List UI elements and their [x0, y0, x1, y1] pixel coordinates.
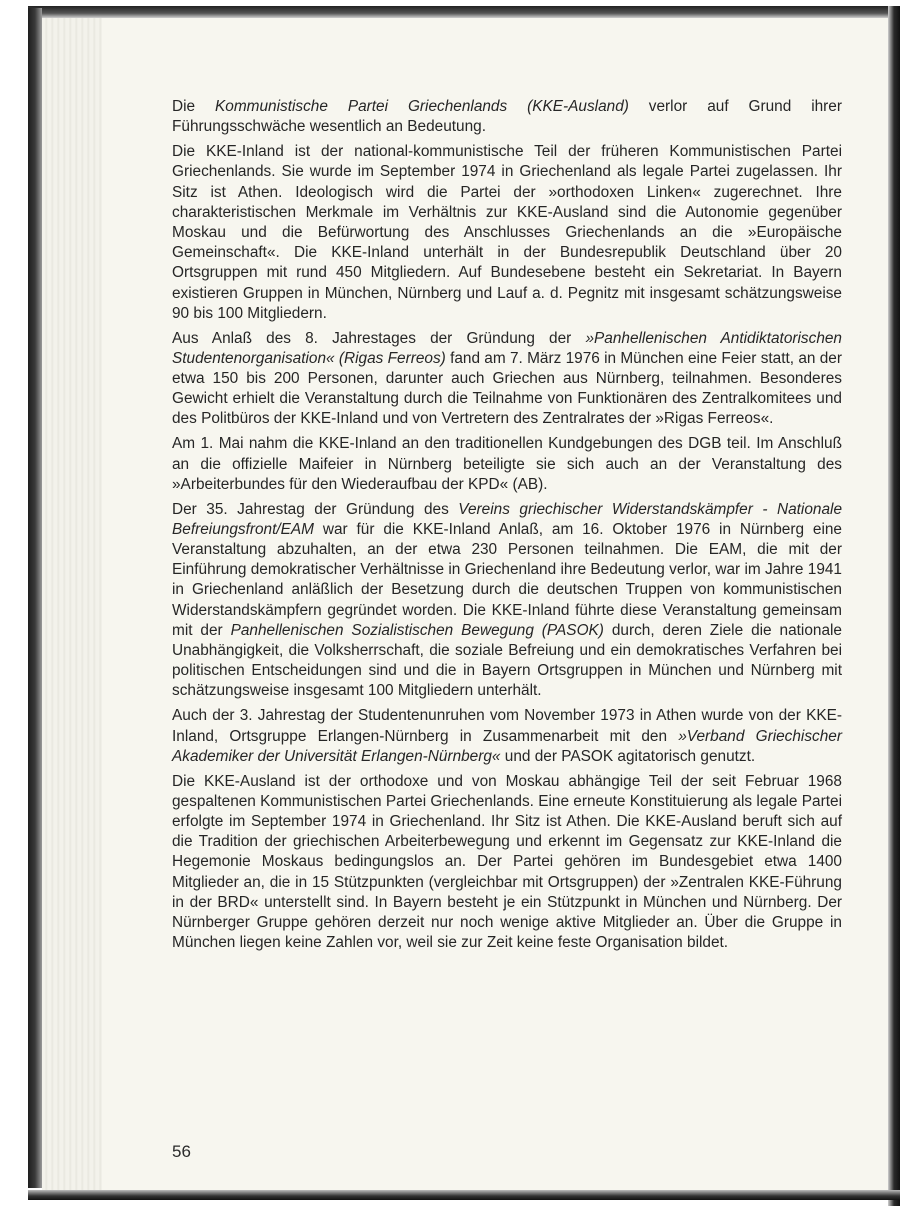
italic-name: Vereins griechischer Widerstandskämpfer - Nationale Befreiungsfront/EAM	[172, 500, 842, 538]
scan-edge-right	[888, 6, 900, 1206]
text-run: fand am 7. März 1976 in München eine Feier statt, an der etwa 150 bis 200 Personen, darunter auch Griechen aus Nürnberg, teilnahmen. Besonderes Gewicht erhielt die Veranstaltung durch die Teilnahme von Funktionären des Zentralkomitees und des Politbüros der KKE-Inland und von Vertretern des Zentralrates der »Rigas Ferreos«.	[172, 349, 842, 428]
italic-name: »Verband Griechischer Akademiker der Universität Erlangen-Nürnberg«	[172, 727, 842, 765]
paragraph	[172, 142, 842, 324]
paragraph	[172, 706, 842, 767]
page-stack-edge	[42, 18, 102, 1190]
text-run: verlor auf Grund ihrer Führungsschwäche wesentlich an Bedeutung.	[172, 98, 842, 136]
text-run: Der 35. Jahrestag der Gründung des	[172, 500, 459, 518]
text-run: Die KKE-Inland ist der national-kommunistische Teil der früheren Kommunistischen Partei Griechenlands. Sie wurde im September 1974 in Griechenland als legale Partei zugelassen. Ihr Sitz ist Athen. Ideologisch wird die Partei der »orthodoxen Linken« zugerechnet. Ihre charakteristischen Merkmale im Verhältnis zur KKE-Ausland sind die Autonomie gegenüber Moskau und die Befürwortung des Anschlusses Griechenlands an die »Europäische Gemeinschaft«. Die KKE-Inland unterhält in der Bundesrepublik Deutschland über 20 Ortsgruppen mit rund 450 Mitgliedern. Auf Bundesebene besteht ein Sekretariat. In Bayern existieren Gruppen in München, Nürnberg und Lauf a. d. Pegnitz mit insgesamt schätzungsweise 90 bis 100 Mitgliedern.	[172, 143, 842, 322]
text-run: durch, deren Ziele die nationale Unabhängigkeit, die Volksherrschaft, die soziale Befreiung und ein demokratisches Verfahren bei politischen Entscheidungen sind und die in Bayern Ortsgruppen in München und Nürnberg mit schätzungsweise insgesamt 100 Mitgliedern unterhält.	[172, 621, 842, 700]
text-run: war für die KKE-Inland Anlaß, am 16. Oktober 1976 in Nürnberg eine Veranstaltung abzuhalten, an der etwa 230 Personen teilnahmen. Die EAM, die mit der Einführung demokratischer Verhältnisse in Griechenland ihre Bedeutung verlor, war im Jahre 1941 in Griechenland anläßlich der Besetzung durch die deutschen Truppen von kommunistischen Widerstandskämpfern gegründet worden. Die KKE-Inland führte diese Veranstaltung gemeinsam mit der	[172, 520, 842, 639]
text-run: Am 1. Mai nahm die KKE-Inland an den traditionellen Kundgebungen des DGB teil. Im Anschluß an die offizielle Maifeier in Nürnberg beteiligte sie sich auch an der Veranstaltung des »Arbeiterbundes für den Wiederaufbau der KPD« (AB).	[172, 435, 842, 493]
italic-name: Panhellenischen Sozialistischen Bewegung (PASOK)	[230, 621, 604, 639]
body-text	[172, 97, 842, 958]
paragraph	[172, 500, 842, 702]
text-run: Die	[172, 98, 216, 115]
text-run: und der PASOK agitatorisch genutzt.	[500, 747, 756, 765]
paragraph	[172, 772, 842, 954]
text-run: Aus Anlaß des 8. Jahrestages der Gründung der	[172, 329, 586, 347]
text-run: Auch der 3. Jahrestag der Studentenunruhen vom November 1973 in Athen wurde von der KKE-Inland, Ortsgruppe Erlangen-Nürnberg in Zusammenarbeit mit den	[172, 707, 842, 745]
text-run: Die KKE-Ausland ist der orthodoxe und von Moskau abhängige Teil der seit Februar 1968 gespaltenen Kommunistischen Partei Griechenlands. Eine erneute Konstituierung als legale Partei erfolgte im September 1974 in Griechenland. Ihr Sitz ist Athen. Die KKE-Ausland beruft sich auf die Tradition der griechischen Arbeiterbewegung und erkennt im Gegensatz zur KKE-Inland die Hegemonie Moskaus bedingungslos an. Der Partei gehören im Bundesgebiet etwa 1400 Mitglieder an, die in 15 Stützpunkten (vergleichbar mit Ortsgruppen) der »Zentralen KKE-Führung in der BRD« unterstellt sind. In Bayern besteht je ein Stützpunkt in München und Nürnberg. Der Nürnberger Gruppe gehören derzeit nur noch wenige aktive Mitglieder an. Über die Gruppe in München liegen keine Zahlen vor, weil sie zur Zeit keine feste Organisation bildet.	[172, 772, 842, 952]
paragraph	[172, 97, 842, 137]
italic-name: Kommunistische Partei Griechenlands (KKE-Ausland)	[215, 98, 629, 115]
scan-edge-left	[28, 8, 42, 1188]
page-number: 56	[172, 1142, 191, 1161]
scan-edge-bottom	[28, 1190, 900, 1200]
paragraph	[172, 434, 842, 495]
scan-edge-top	[28, 6, 888, 18]
paragraph	[172, 329, 842, 430]
italic-name: »Panhellenischen Antidiktatorischen Studentenorganisation« (Rigas Ferreos)	[172, 329, 842, 367]
